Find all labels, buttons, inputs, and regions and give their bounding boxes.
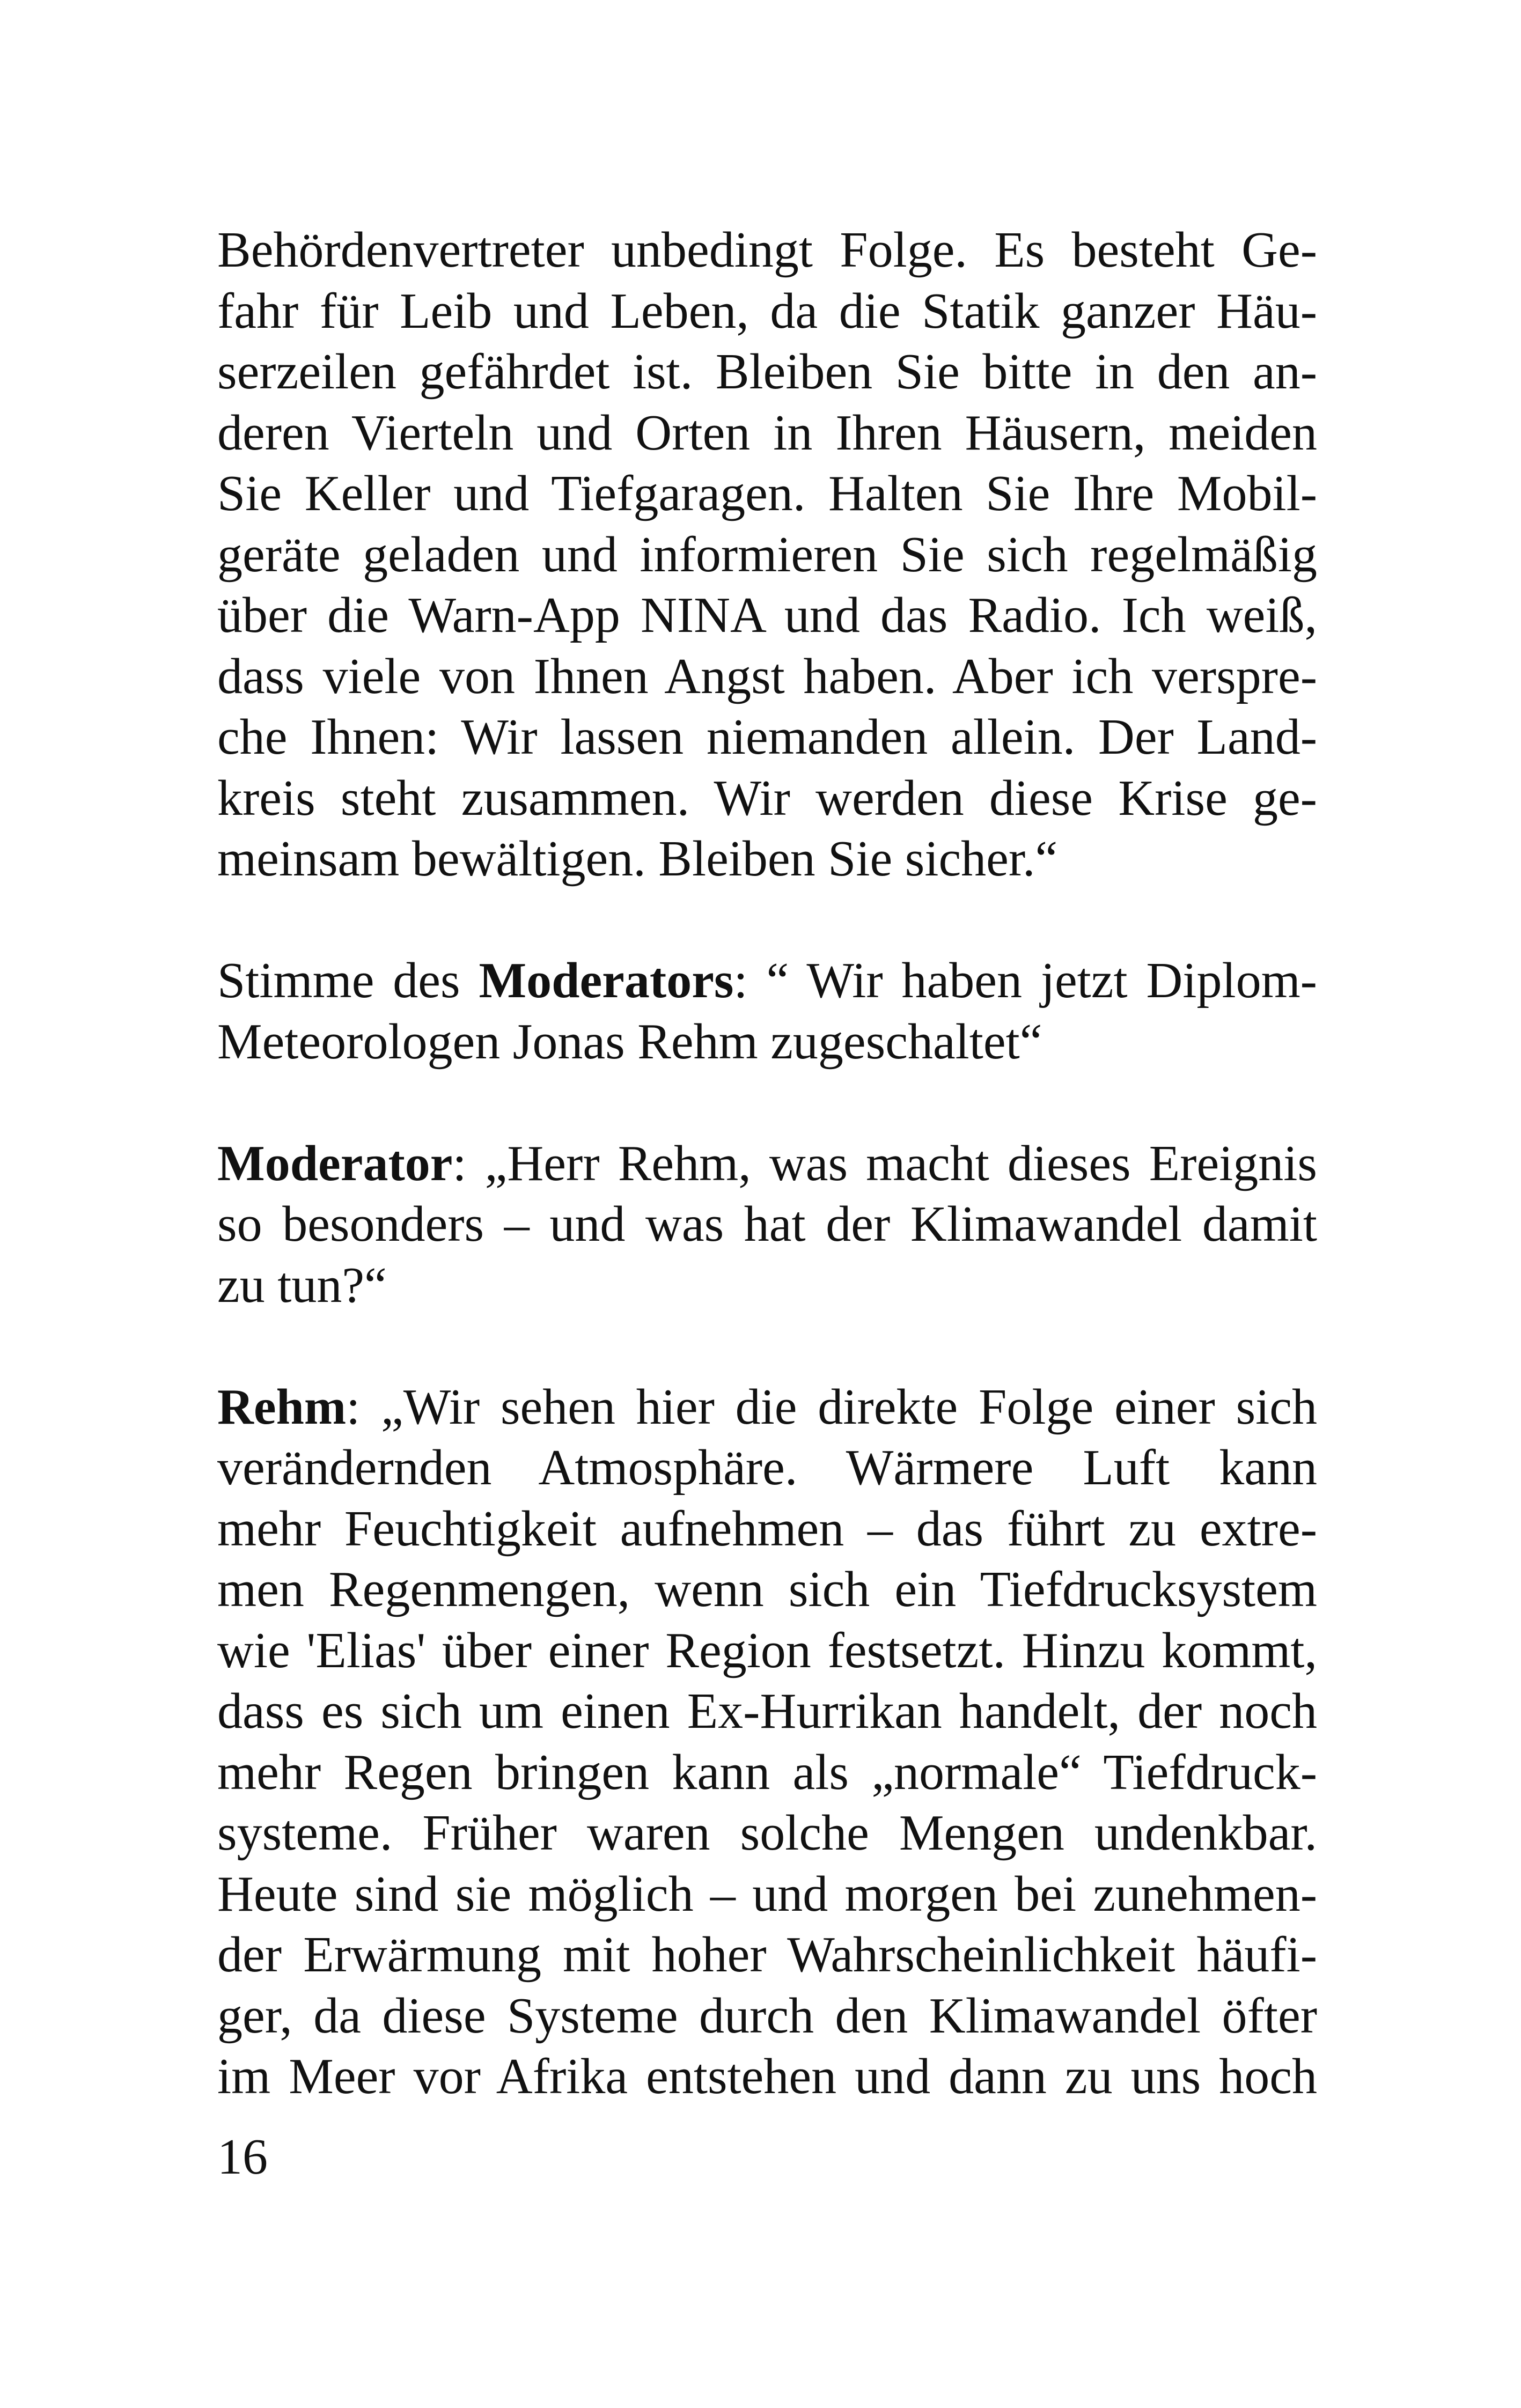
text-line: über die Warn-App NINA und das Radio. Ich weiß, <box>217 587 1317 643</box>
text-line: meinsam bewältigen. Bleiben Sie sicher.“ <box>217 831 1058 887</box>
text-line: so besonders – und was hat der Klimawandel damit <box>217 1196 1317 1252</box>
text-rest: : „Wir sehen hier die direkte Folge einer sich <box>346 1379 1317 1435</box>
text-line: mehr Regen bringen kann als „normale“ Tiefdruck- <box>217 1744 1317 1800</box>
speaker-name: Rehm <box>217 1379 347 1435</box>
text-line: zu tun?“ <box>217 1257 387 1313</box>
page-body <box>217 220 1317 2108</box>
text-line: deren Vierteln und Orten in Ihren Häusern, meiden <box>217 404 1317 461</box>
paragraph-moderator-voice <box>217 951 1317 1072</box>
text-line <box>217 951 1317 1012</box>
text-line: verändernden Atmosphäre. Wärmere Luft kann <box>217 1440 1317 1496</box>
text-line: mehr Feuchtigkeit aufnehmen – das führt zu extre- <box>217 1500 1317 1557</box>
speaker-name: Moderator <box>217 1135 453 1191</box>
text-line: Meteorologen Jonas Rehm zugeschaltet“ <box>217 1013 1042 1070</box>
text-line <box>217 1377 1317 1438</box>
text-line: serzeilen gefährdet ist. Bleiben Sie bitte in den an- <box>217 344 1317 400</box>
text-line: systeme. Früher waren solche Mengen undenkbar. <box>217 1805 1317 1861</box>
paragraph-gap <box>217 1316 1317 1377</box>
text-prefix: Stimme des <box>217 953 479 1008</box>
paragraph-rehm-answer <box>217 1377 1317 2108</box>
text-line: kreis steht zusammen. Wir werden diese Krise ge- <box>217 770 1317 826</box>
text-line: dass es sich um einen Ex-Hurrikan handelt, der noch <box>217 1683 1317 1739</box>
paragraph-authority-statement <box>217 220 1317 890</box>
text-line: men Regenmengen, wenn sich ein Tiefdrucksystem <box>217 1562 1317 1617</box>
text-line: dass viele von Ihnen Angst haben. Aber ich verspre- <box>217 648 1317 704</box>
text-line: geräte geladen und informieren Sie sich regelmäßig <box>217 526 1317 583</box>
text-line: Sie Keller und Tiefgaragen. Halten Sie Ihre Mobil- <box>217 466 1317 521</box>
text-line <box>217 1133 1317 1195</box>
paragraph-moderator-question <box>217 1133 1317 1316</box>
text-line: che Ihnen: Wir lassen niemanden allein. Der Land- <box>217 709 1317 765</box>
text-rest: : “ Wir haben jetzt Diplom- <box>733 953 1317 1008</box>
text-line: wie 'Elias' über einer Region festsetzt. Hinzu kommt, <box>217 1622 1317 1678</box>
text-line: im Meer vor Afrika entstehen und dann zu uns hoch <box>217 2049 1317 2104</box>
text-line: Heute sind sie möglich – und morgen bei zunehmen- <box>217 1866 1317 1922</box>
text-line: Behördenvertreter unbedingt Folge. Es besteht Ge- <box>217 222 1317 278</box>
text-rest: : „Herr Rehm, was macht dieses Ereignis <box>452 1135 1317 1191</box>
paragraph-gap <box>217 1072 1317 1133</box>
text-line: ger, da diese Systeme durch den Klimawandel öfter <box>217 1987 1317 2044</box>
text-line: fahr für Leib und Leben, da die Statik ganzer Häu- <box>217 283 1317 339</box>
page-number: 16 <box>217 2129 268 2185</box>
paragraph-gap <box>217 890 1317 951</box>
text-line: der Erwärmung mit hoher Wahrscheinlichkeit häufi- <box>217 1927 1317 1983</box>
speaker-name: Moderators <box>479 953 734 1008</box>
